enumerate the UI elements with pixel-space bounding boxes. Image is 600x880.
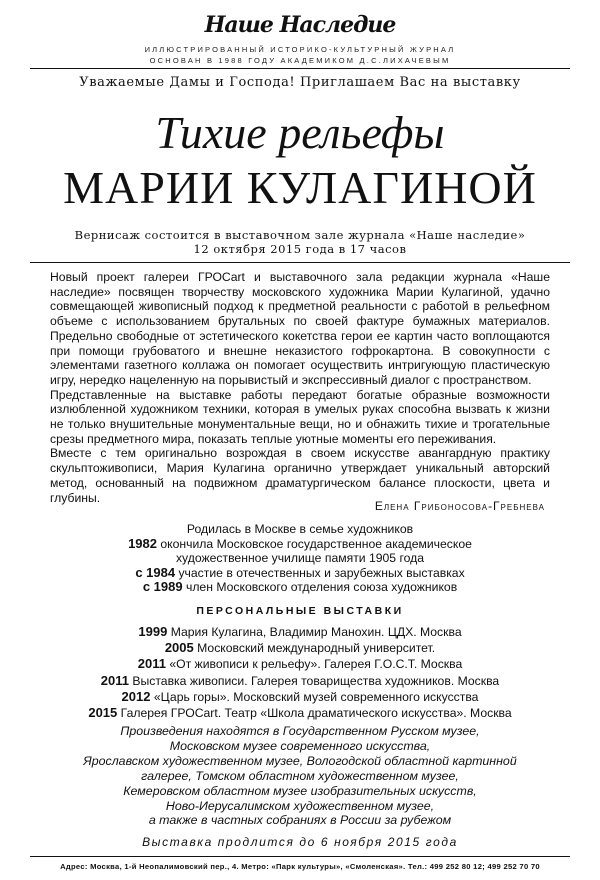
description-paragraph: Вместе с тем оригинально возрождая в своем искусстве авангардную практику скульптоживописи, Мария Кулагина органично утверждает уникальный авторский метод, основанный на подвижном драматургическом балансе плоскости, цвета и глубины. [50, 446, 550, 505]
journal-logo: Наше Наследие [204, 12, 396, 38]
collections-line: Московском музее современного искусства, [169, 738, 431, 753]
closing-date: Выставка продлится до 6 ноября 2015 года [142, 835, 458, 849]
journal-founded-line: ОСНОВАН В 1988 ГОДУ АКАДЕМИКОМ Д.С.ЛИХАЧЕВЫМ [149, 56, 451, 65]
collections-line: Ново-Иерусалимском художественном музее, [165, 798, 435, 813]
collections-line: Произведения находятся в Государственном Русском музее, [120, 724, 480, 738]
exhibition-title: Тихие рельефы [155, 107, 445, 158]
exhibition-item: 2011 Выставка живописи. Галерея товарищества художников. Москва [100, 672, 500, 688]
description-text [50, 270, 550, 505]
description-paragraph: Представленные на выставке работы передают богатые образные возможности излюбленной художником техники, которая в умелых руках способна вызвать к жизни не только внушительные монументальные вещи, но и обнажить тихие и трогательные срезы предметного мира, показать теплые уютные моменты его переживания. [50, 387, 550, 446]
exhibitions-list [0, 624, 600, 721]
title-divider [30, 262, 570, 263]
vernissage-date: 12 октября 2015 года в 17 часов [193, 242, 407, 256]
collections-line: а также в частных собраниях в России за рубежом [148, 813, 452, 828]
description-paragraph: Новый проект галереи ГРОСart и выставочного зала редакции журнала «Наше наследие» посвящен творчеству московского художника Марии Кулагиной, удачно совмещающей живописный подход к предметной реальности с работой в рельефном объеме с использованием брутальных по своей фактуре бумажных материалов. Предельно свободные от эстетического кокетства герои ее картин часто воплощаются при помощи грубоватого и внешне неказистого гофрокартона. В совокупности с элементами газетного коллажа он помогает осуществить интригующую пластическую игру, нередко нацеленную на порывистый и экспрессивный диалог с пространством. [50, 270, 550, 387]
bio-item: 1982 окончила Московское государственное академическое [128, 535, 472, 551]
footer-divider [30, 856, 570, 857]
collections-line: галерее, Томском областном художественном музее, [141, 768, 459, 783]
bio-item: с 1989 член Московского отделения союза художников [142, 579, 458, 595]
bio-item: с 1984 участие в отечественных и зарубежных выставках [135, 564, 465, 580]
address-line: Адрес: Москва, 1-й Неопалимовский пер., 4. Метро: «Парк культуры», «Смоленская». Тел.: 499 252 80 12; 499 252 70 70 [60, 862, 540, 871]
exhibition-item: 2015 Галерея ГРОСart. Театр «Школа драматического искусства». Москва [88, 705, 512, 721]
exhibition-item: 2012 «Царь горы». Московский музей современного искусства [121, 688, 479, 704]
collections-text [0, 724, 600, 828]
vernissage-venue: Вернисаж состоится в выставочном зале журнала «Наше наследие» [74, 228, 526, 242]
collections-line: Ярославском художественном музее, Вологодской областной картинной [83, 753, 517, 768]
exhibition-item: 2005 Московский международный университет. [164, 640, 436, 656]
exhibitions-heading: ПЕРСОНАЛЬНЫЕ ВЫСТАВКИ [196, 605, 404, 617]
collections-line: Кемеровском областном музее изобразительных искусств, [123, 783, 477, 798]
artist-biography [0, 522, 600, 595]
exhibition-item: 2011 «От живописи к рельефу». Галерея Г.О.С.Т. Москва [137, 656, 463, 672]
invitation-line: Уважаемые Дамы и Господа! Приглашаем Вас на выставку [79, 75, 521, 90]
exhibition-item: 1999 Мария Кулагина, Владимир Манохин. ЦДХ. Москва [138, 624, 462, 639]
header-divider [30, 68, 570, 69]
journal-tagline: ИЛЛЮСТРИРОВАННЫЙ ИСТОРИКО-КУЛЬТУРНЫЙ ЖУРНАЛ [144, 45, 456, 54]
description-author: Елена Грибоносова-Гребнева [374, 499, 545, 513]
bio-intro: Родилась в Москве в семье художников [186, 522, 414, 536]
bio-item: художественное училище памяти 1905 года [175, 551, 425, 566]
artist-name: МАРИИ КУЛАГИНОЙ [63, 162, 537, 213]
